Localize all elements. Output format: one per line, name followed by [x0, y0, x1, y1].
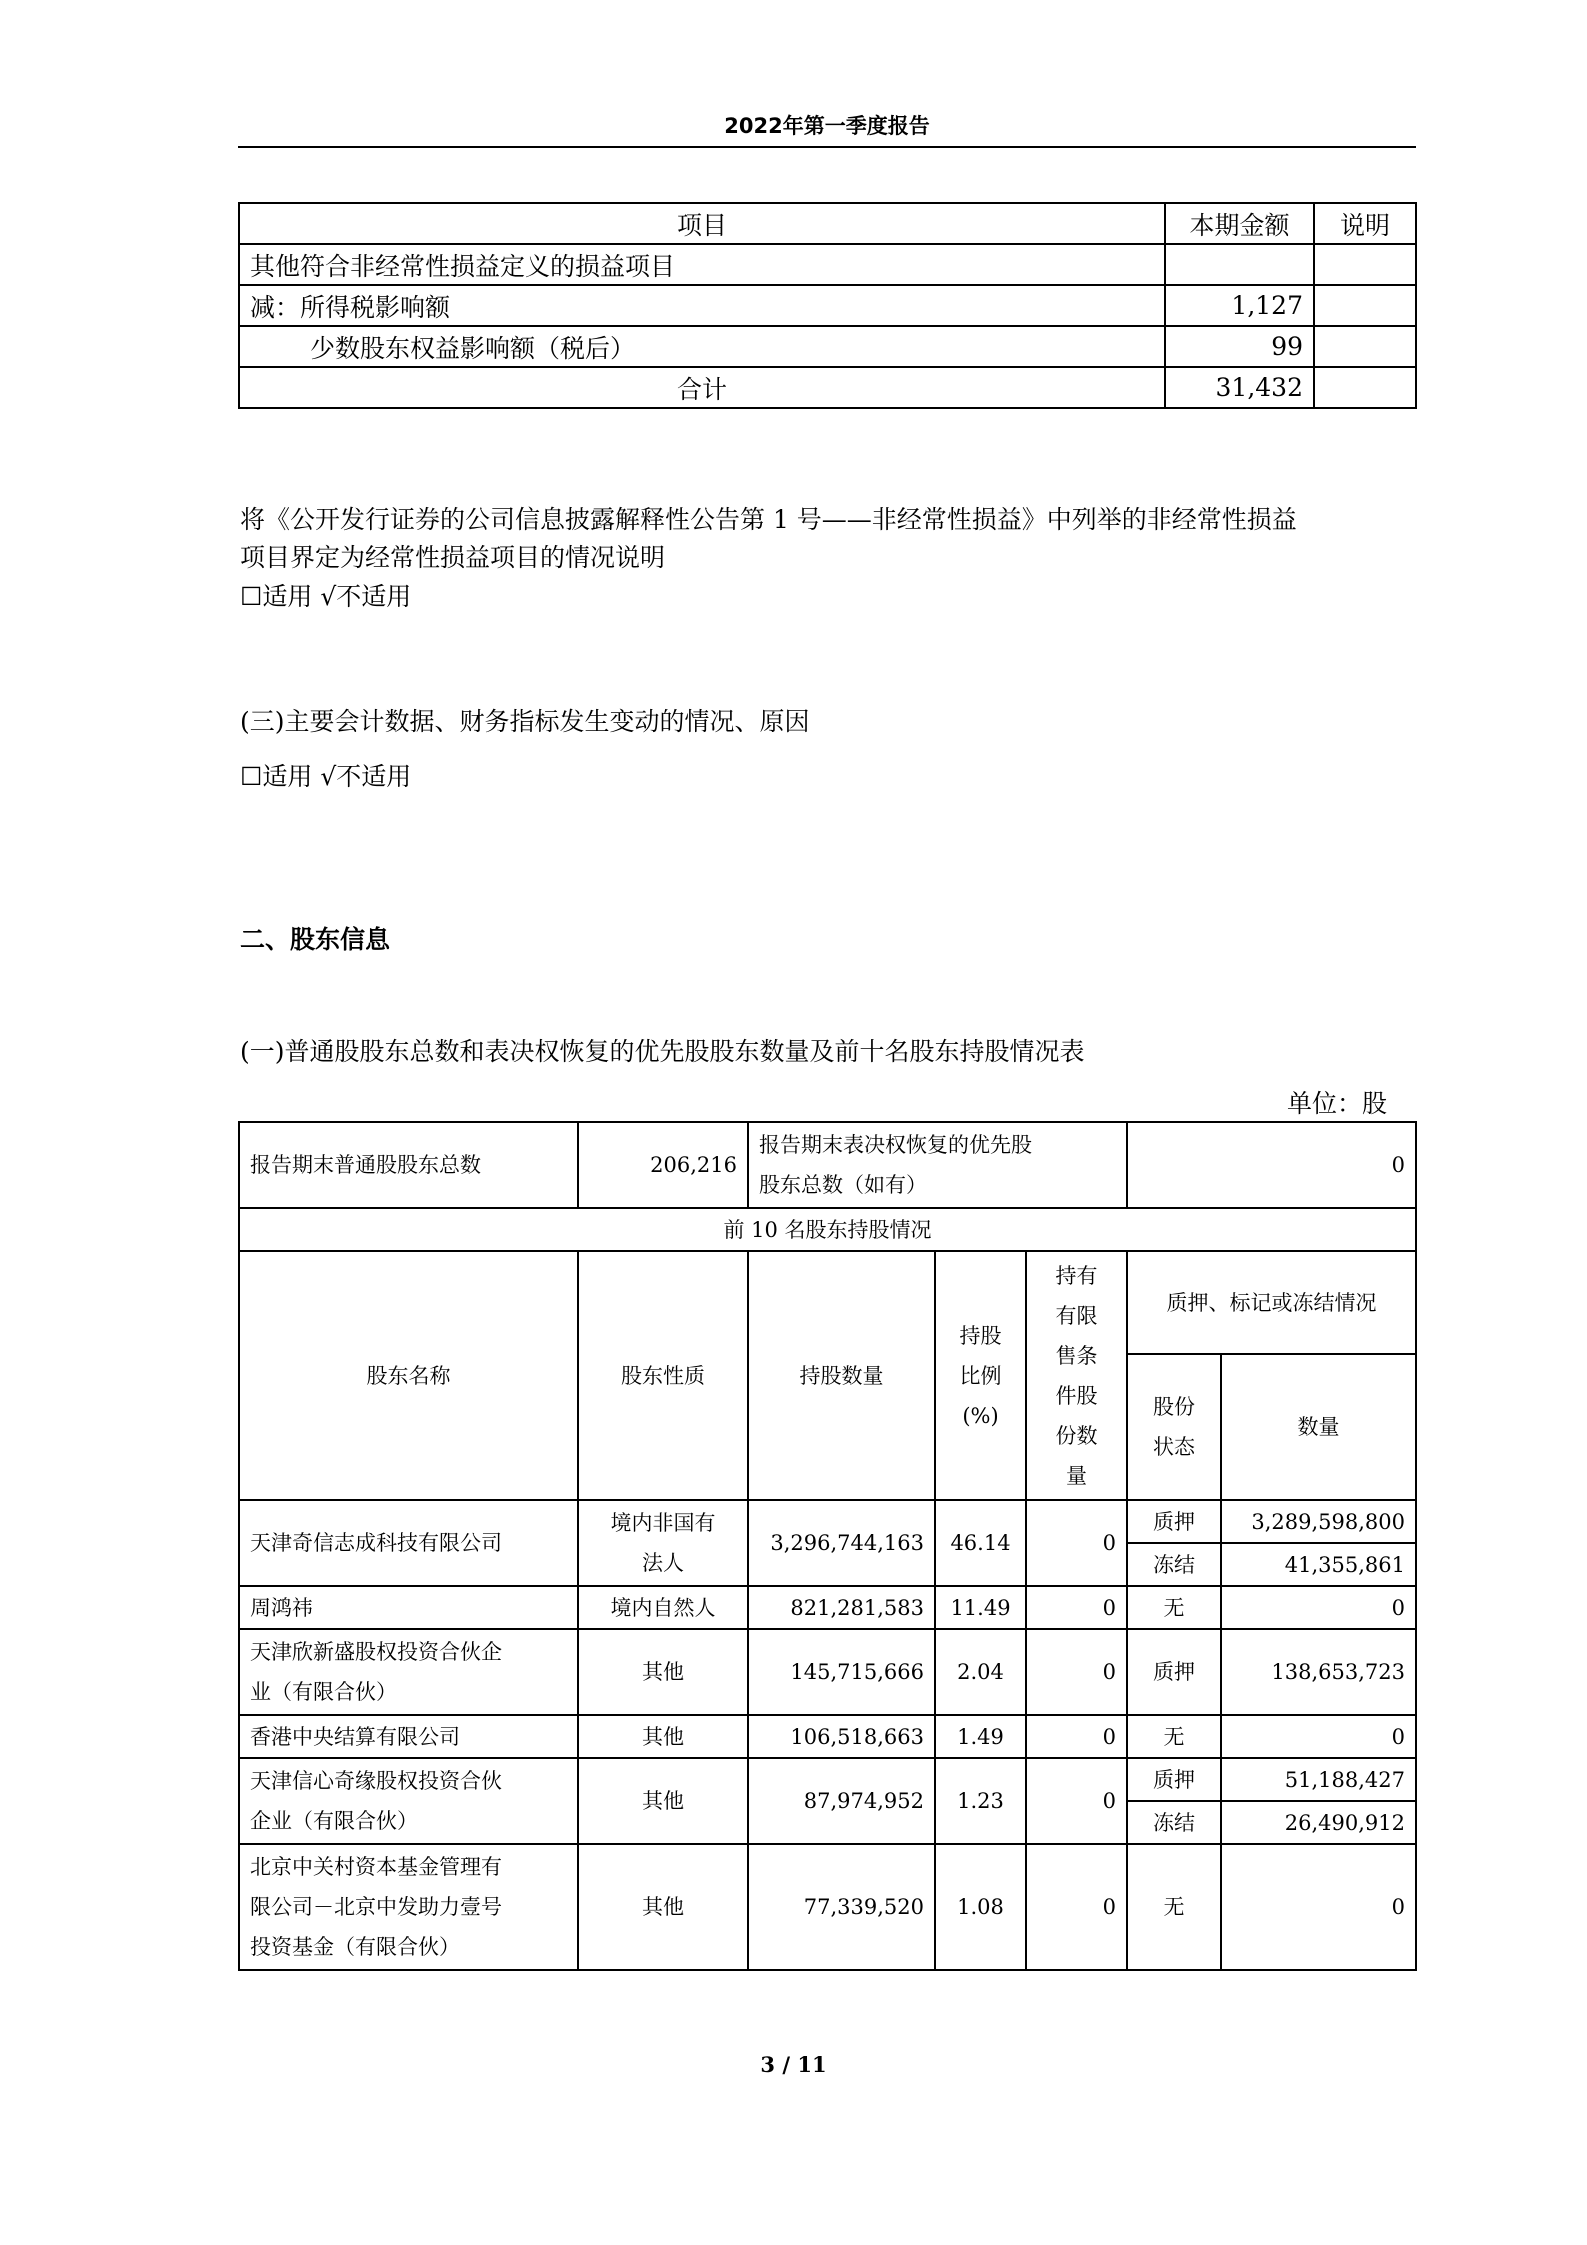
header-line: 有限: [1055, 1303, 1098, 1328]
col-header-nature: 股东性质: [578, 1251, 748, 1500]
col-header-restricted: [1026, 1251, 1127, 1500]
nonrecurring-explanation-line1: 将《公开发行证券的公司信息披露解释性公告第 1 号——非经常性损益》中列举的非经常性损益: [240, 505, 1297, 534]
holder-nature: 其他: [578, 1715, 748, 1758]
changes-applicability: ☐适用 √不适用: [240, 762, 412, 791]
row-amount: 31,432: [1165, 367, 1314, 408]
header-line: 量: [1066, 1463, 1087, 1488]
col-header-note: 说明: [1314, 203, 1416, 244]
share-amount: 0: [1221, 1586, 1416, 1629]
header-row: [239, 1251, 1416, 1354]
holder-restricted: 0: [1026, 1500, 1127, 1586]
holder-restricted: 0: [1026, 1715, 1127, 1758]
page-number: 3 / 11: [760, 2052, 827, 2077]
name-line: 企业（有限合伙）: [250, 1809, 418, 1833]
pref-holders-label: [748, 1122, 1127, 1208]
unit-label: 单位：股: [1286, 1089, 1387, 1118]
col-header-amount: 本期金额: [1165, 203, 1314, 244]
row-item: 合计: [239, 367, 1165, 408]
holder-nature: 其他: [578, 1758, 748, 1844]
holder-restricted: 0: [1026, 1586, 1127, 1629]
pref-label-line: 报告期末表决权恢复的优先股: [759, 1133, 1032, 1157]
row-note: [1314, 244, 1416, 285]
header-line: (%): [962, 1403, 999, 1428]
share-status: 无: [1127, 1586, 1221, 1629]
total-holders-label: 报告期末普通股股东总数: [239, 1122, 578, 1208]
table-row: [239, 1758, 1416, 1801]
share-status: 无: [1127, 1844, 1221, 1970]
holder-qty: 3,296,744,163: [748, 1500, 935, 1586]
header-line: 件股: [1055, 1383, 1098, 1408]
share-status: 质押: [1127, 1629, 1221, 1715]
row-amount: 1,127: [1165, 285, 1314, 326]
share-amount: 51,188,427: [1221, 1758, 1416, 1801]
table-row: [239, 1844, 1416, 1970]
header-line: 状态: [1153, 1435, 1196, 1459]
table-row: [239, 1500, 1416, 1543]
row-item: 少数股东权益影响额（税后）: [239, 326, 1165, 367]
table-row: [239, 1629, 1416, 1715]
name-line: 北京中关村资本基金管理有: [250, 1855, 502, 1879]
pref-label-line: 股东总数（如有）: [759, 1173, 927, 1197]
col-header-qty: 持股数量: [748, 1251, 935, 1500]
share-amount: 0: [1221, 1715, 1416, 1758]
total-holders-value: 206,216: [578, 1122, 748, 1208]
header-line: 份数: [1055, 1423, 1098, 1448]
header-rule: [238, 146, 1416, 148]
holder-qty: 77,339,520: [748, 1844, 935, 1970]
page-header-title: 2022年第一季度报告: [724, 114, 930, 138]
row-item: 其他符合非经常性损益定义的损益项目: [239, 244, 1165, 285]
holder-nature: 境内自然人: [578, 1586, 748, 1629]
col-header-amount: 数量: [1221, 1354, 1416, 1500]
share-status: 冻结: [1127, 1801, 1221, 1844]
holder-name: [239, 1844, 578, 1970]
top10-title: 前 10 名股东持股情况: [239, 1208, 1416, 1251]
header-line: 售条: [1055, 1343, 1098, 1368]
header-line: 比例: [959, 1363, 1002, 1388]
nature-line: 法人: [642, 1551, 684, 1575]
col-header-ratio: [935, 1251, 1026, 1500]
nonrecurring-items-table: [238, 202, 1417, 409]
holder-name: 香港中央结算有限公司: [239, 1715, 578, 1758]
holder-restricted: 0: [1026, 1629, 1127, 1715]
nonrecurring-applicability: ☐适用 √不适用: [240, 582, 412, 611]
header-line: 持股: [959, 1323, 1002, 1348]
row-item: 减：所得税影响额: [239, 285, 1165, 326]
holder-qty: 145,715,666: [748, 1629, 935, 1715]
changes-section-title: (三)主要会计数据、财务指标发生变动的情况、原因: [240, 707, 810, 736]
holder-nature: 其他: [578, 1629, 748, 1715]
row-amount: 99: [1165, 326, 1314, 367]
col-header-item: 项目: [239, 203, 1165, 244]
share-amount: 0: [1221, 1844, 1416, 1970]
holder-ratio: 11.49: [935, 1586, 1026, 1629]
name-line: 限公司－北京中发助力壹号: [250, 1895, 502, 1919]
col-header-status: [1127, 1354, 1221, 1500]
table-row: [239, 326, 1416, 367]
holder-name: [239, 1629, 578, 1715]
share-amount: 138,653,723: [1221, 1629, 1416, 1715]
holder-ratio: 46.14: [935, 1500, 1026, 1586]
table-header-row: [239, 203, 1416, 244]
table-row: [239, 1586, 1416, 1629]
holder-ratio: 1.08: [935, 1844, 1026, 1970]
holder-qty: 106,518,663: [748, 1715, 935, 1758]
name-line: 投资基金（有限合伙）: [250, 1935, 460, 1959]
table-row: [239, 1715, 1416, 1758]
row-amount: [1165, 244, 1314, 285]
share-amount: 26,490,912: [1221, 1801, 1416, 1844]
header-line: 持有: [1055, 1263, 1098, 1288]
top-shareholders-table: [238, 1121, 1417, 1971]
share-status: 冻结: [1127, 1543, 1221, 1586]
share-status: 质押: [1127, 1758, 1221, 1801]
holder-ratio: 2.04: [935, 1629, 1026, 1715]
pref-holders-value: 0: [1127, 1122, 1416, 1208]
holder-ratio: 1.49: [935, 1715, 1026, 1758]
nature-line: 境内非国有: [610, 1511, 716, 1535]
holder-nature: 其他: [578, 1844, 748, 1970]
name-line: 天津欣新盛股权投资合伙企: [250, 1640, 502, 1664]
holder-restricted: 0: [1026, 1758, 1127, 1844]
col-header-pledge: 质押、标记或冻结情况: [1127, 1251, 1416, 1354]
holder-qty: 821,281,583: [748, 1586, 935, 1629]
table-total-row: [239, 367, 1416, 408]
nonrecurring-explanation-line2: 项目界定为经常性损益项目的情况说明: [240, 543, 666, 572]
holder-name: 周鸿祎: [239, 1586, 578, 1629]
holder-name: [239, 1758, 578, 1844]
col-header-name: 股东名称: [239, 1251, 578, 1500]
row-note: [1314, 326, 1416, 367]
holder-restricted: 0: [1026, 1844, 1127, 1970]
holder-qty: 87,974,952: [748, 1758, 935, 1844]
holder-name: 天津奇信志成科技有限公司: [239, 1500, 578, 1586]
table-row: [239, 244, 1416, 285]
header-line: 股份: [1153, 1395, 1196, 1419]
name-line: 业（有限合伙）: [250, 1680, 397, 1704]
row-note: [1314, 367, 1416, 408]
shareholder-section-title: 二、股东信息: [240, 925, 391, 954]
share-status: 无: [1127, 1715, 1221, 1758]
top10-title-row: [239, 1208, 1416, 1251]
summary-row: [239, 1122, 1416, 1208]
table-row: [239, 285, 1416, 326]
name-line: 天津信心奇缘股权投资合伙: [250, 1769, 502, 1793]
share-amount: 41,355,861: [1221, 1543, 1416, 1586]
share-status: 质押: [1127, 1500, 1221, 1543]
row-note: [1314, 285, 1416, 326]
holder-nature: [578, 1500, 748, 1586]
share-amount: 3,289,598,800: [1221, 1500, 1416, 1543]
holder-ratio: 1.23: [935, 1758, 1026, 1844]
shareholder-table-caption: (一)普通股股东总数和表决权恢复的优先股股东数量及前十名股东持股情况表: [240, 1037, 1085, 1066]
